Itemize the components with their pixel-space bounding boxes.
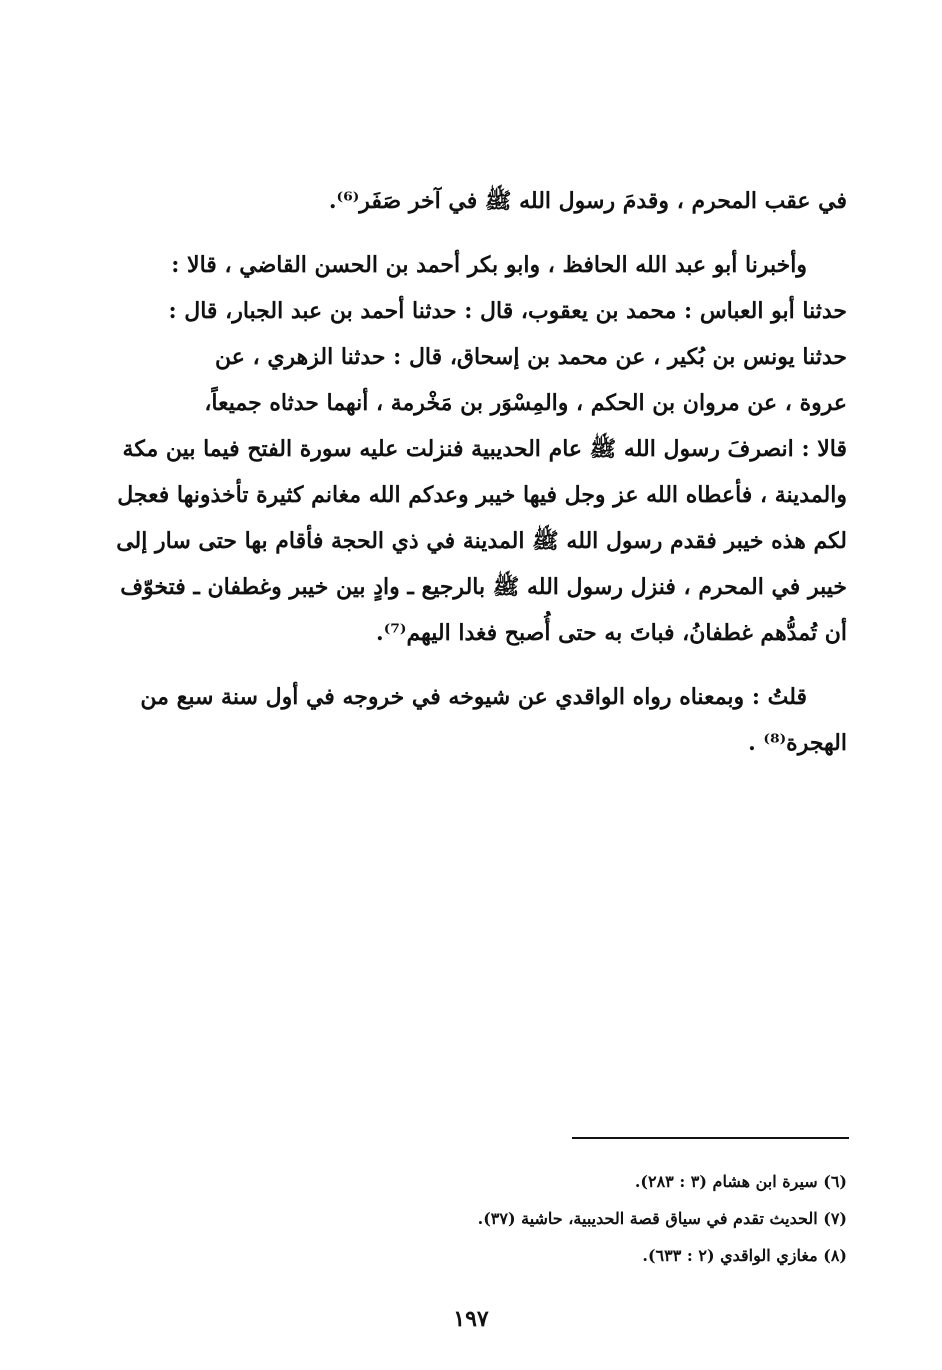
text-line: حدثنا يونس بن بُكير ، عن محمد بن إسحاق، قال : حدثنا الزهري ، عن — [215, 344, 847, 370]
text-line: عروة ، عن مروان بن الحكم ، والمِسْوَر بن مَخْرمة ، أنهما حدثاه جميعاً، — [204, 390, 847, 416]
footnotes — [247, 1163, 847, 1274]
text-line: قالا : انصرفَ رسول الله ﷺ عام الحديبية فنزلت عليه سورة الفتح فيما بين مكة — [122, 436, 847, 462]
text-line: الهجرة⁽⁸⁾ . — [748, 730, 847, 756]
text-line: والمدينة ، فأعطاه الله عز وجل فيها خيبر وعدكم الله مغانم كثيرة تأخذونها فعجل — [117, 482, 847, 508]
text-line: قلتُ : وبمعناه رواه الواقدي عن شيوخه في خروجه في أول سنة سبع من — [140, 684, 807, 710]
text-line: لكم هذه خيبر فقدم رسول الله ﷺ المدينة في ذي الحجة فأقام بها حتى سار إلى — [116, 528, 847, 554]
text-line: أن تُمدُّهم غطفانُ، فباتَ به حتى أُصبح فغدا اليهم⁽⁷⁾. — [376, 620, 847, 646]
main-text — [95, 178, 847, 784]
text-line: خيبر في المحرم ، فنزل رسول الله ﷺ بالرجيع ـ وادٍ بين خيبر وغطفان ـ فتخوّف — [120, 574, 847, 600]
footnote-8: (٨) مغازي الواقدي (٢ : ٦٣٣). — [642, 1246, 847, 1265]
paragraph-1 — [95, 178, 847, 224]
text-line: وأخبرنا أبو عبد الله الحافظ ، وابو بكر أحمد بن الحسن القاضي ، قالا : — [171, 252, 807, 278]
page-number: ١٩٧ — [453, 1306, 489, 1332]
paragraph-2 — [95, 242, 847, 656]
text-line: في عقب المحرم ، وقدمَ رسول الله ﷺ في آخر صَفَر⁽⁶⁾. — [328, 188, 847, 214]
text-line: حدثنا أبو العباس : محمد بن يعقوب، قال : حدثنا أحمد بن عبد الجبار، قال : — [168, 298, 847, 324]
footnote-7: (٧) الحديث تقدم في سياق قصة الحديبية، حاشية (٣٧). — [477, 1209, 847, 1228]
footnote-6: (٦) سيرة ابن هشام (٣ : ٢٨٣). — [634, 1172, 847, 1191]
paragraph-3 — [95, 674, 847, 766]
footnote-divider — [572, 1137, 849, 1139]
